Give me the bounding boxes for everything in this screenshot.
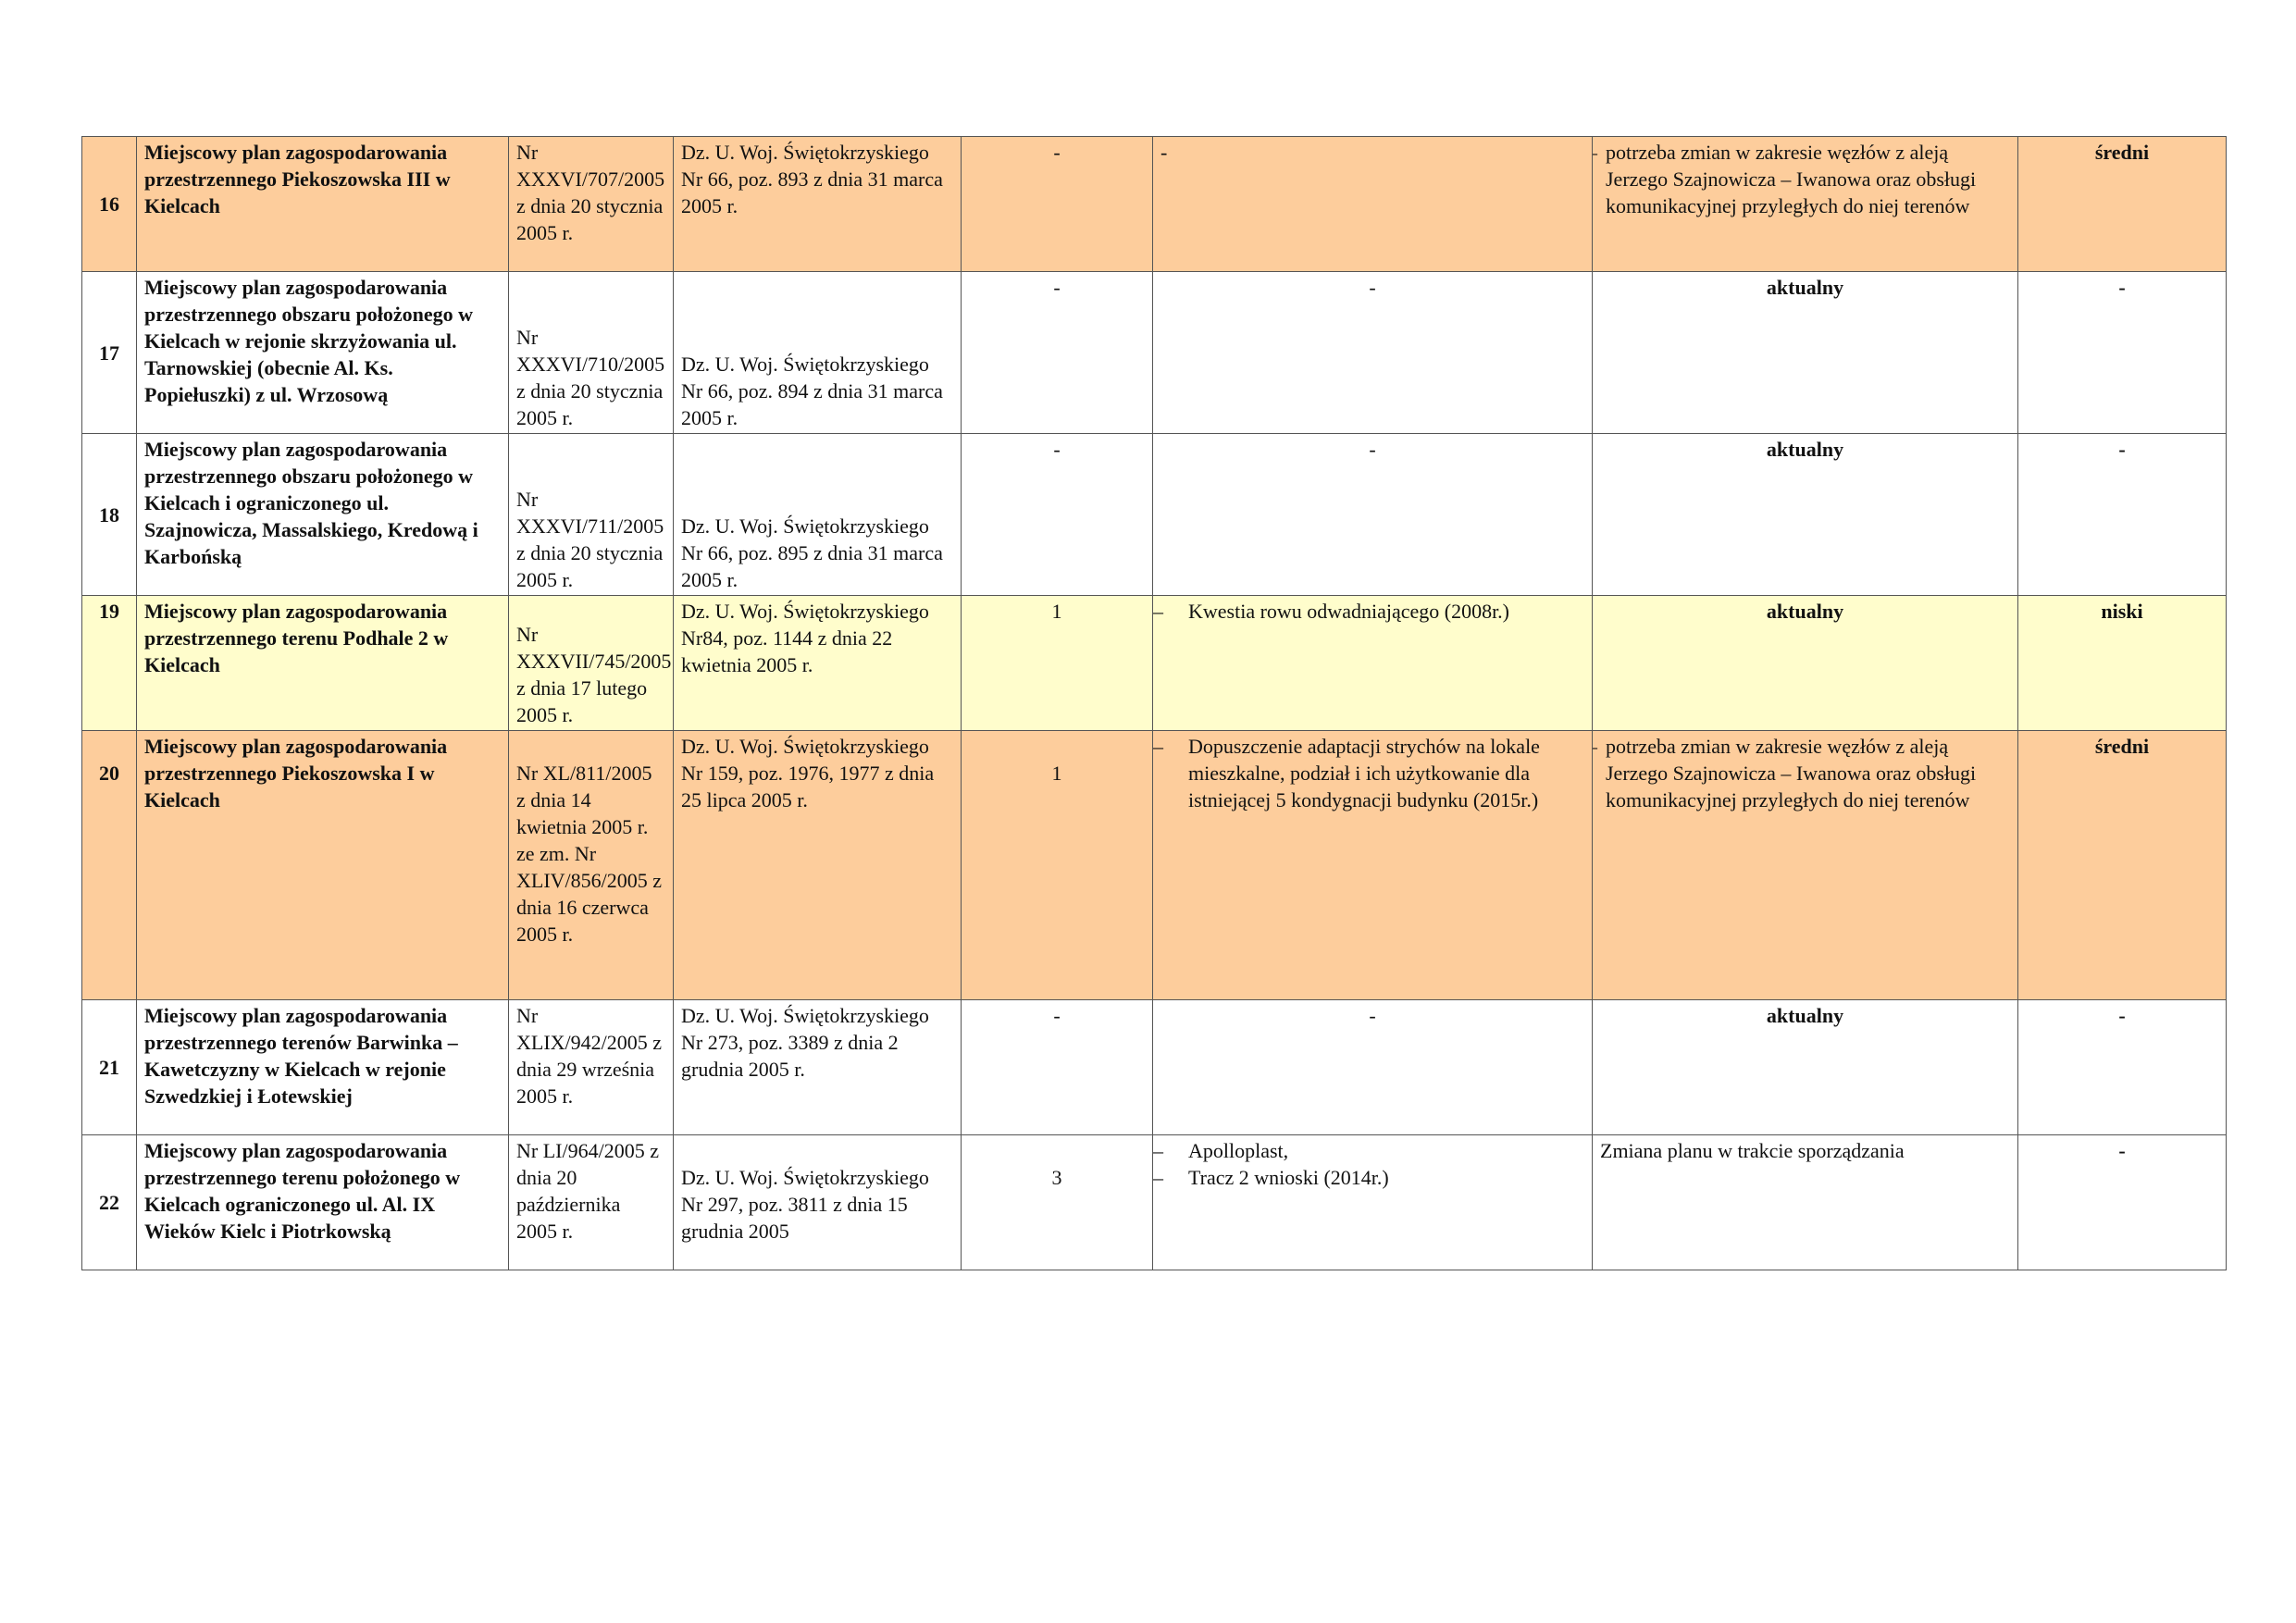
priority-cell: - — [2018, 434, 2227, 596]
applications-cell: - — [1153, 272, 1593, 434]
row-number: 20 — [82, 731, 137, 1000]
table-row — [82, 1135, 2227, 1270]
list-item: – Tracz 2 wnioski (2014r.) — [1160, 1164, 1584, 1191]
assessment-cell — [1593, 731, 2018, 1000]
list-item: – Dopuszczenie adaptacji strychów na lokale mieszkalne, podział i ich użytkowanie dla istniejącej 5 kondygnacji budynku (2015r.) — [1160, 733, 1584, 813]
row-number: 17 — [82, 272, 137, 434]
resolution-cell: Nr XLIX/942/2005 z dnia 29 września 2005 r. — [509, 1000, 674, 1135]
priority-cell: - — [2018, 272, 2227, 434]
applications-list — [1160, 598, 1584, 625]
priority-cell: - — [2018, 1000, 2227, 1135]
resolution-cell: Nr LI/964/2005 z dnia 20 października 2005 r. — [509, 1135, 674, 1270]
assessment-cell: Zmiana planu w trakcie sporządzania — [1593, 1135, 2018, 1270]
resolution-cell: Nr XXXVI/711/2005 z dnia 20 stycznia 2005 r. — [509, 434, 674, 596]
plan-name: Miejscowy plan zagospodarowania przestrzennego Piekoszowska I w Kielcach — [137, 731, 509, 1000]
journal-cell: Dz. U. Woj. Świętokrzyskiego Nr 66, poz. 894 z dnia 31 marca 2005 r. — [674, 272, 962, 434]
row-number: 18 — [82, 434, 137, 596]
application-count: 1 — [962, 596, 1153, 731]
table-row — [82, 272, 2227, 434]
resolution-cell: Nr XXXVII/745/2005 z dnia 17 lutego 2005 r. — [509, 596, 674, 731]
applications-cell: - — [1153, 137, 1593, 272]
journal-cell: Dz. U. Woj. Świętokrzyskiego Nr 66, poz. 893 z dnia 31 marca 2005 r. — [674, 137, 962, 272]
assessment-text: – potrzeba zmian w zakresie węzłów z aleją Jerzego Szajnowicza – Iwanowa oraz obsługi komunikacyjnej przyległych do niej terenów — [1600, 733, 2010, 813]
journal-cell: Dz. U. Woj. Świętokrzyskiego Nr84, poz. 1144 z dnia 22 kwietnia 2005 r. — [674, 596, 962, 731]
assessment-text: – potrzeba zmian w zakresie węzłów z aleją Jerzego Szajnowicza – Iwanowa oraz obsługi komunikacyjnej przyległych do niej terenów — [1600, 139, 2010, 219]
assessment-cell: aktualny — [1593, 434, 2018, 596]
application-count: - — [962, 272, 1153, 434]
row-number: 21 — [82, 1000, 137, 1135]
application-count: - — [962, 137, 1153, 272]
journal-cell: Dz. U. Woj. Świętokrzyskiego Nr 66, poz. 895 z dnia 31 marca 2005 r. — [674, 434, 962, 596]
table-row — [82, 434, 2227, 596]
row-number: 22 — [82, 1135, 137, 1270]
priority-cell: średni — [2018, 137, 2227, 272]
applications-cell — [1153, 596, 1593, 731]
applications-cell: - — [1153, 434, 1593, 596]
resolution-cell — [509, 731, 674, 1000]
priority-cell: - — [2018, 1135, 2227, 1270]
application-count — [962, 1135, 1153, 1270]
resolution-cell: Nr XXXVI/710/2005 z dnia 20 stycznia 2005 r. — [509, 272, 674, 434]
application-count: - — [962, 434, 1153, 596]
priority-cell: niski — [2018, 596, 2227, 731]
table-row — [82, 137, 2227, 272]
plan-name: Miejscowy plan zagospodarowania przestrzennego obszaru położonego w Kielcach w rejonie skrzyżowania ul. Tarnowskiej (obecnie Al. Ks. Popiełuszki) z ul. Wrzosową — [137, 272, 509, 434]
plans-table — [81, 136, 2227, 1270]
table-row — [82, 731, 2227, 1000]
count-text: 1 — [1051, 762, 1062, 785]
plan-name: Miejscowy plan zagospodarowania przestrzennego terenu Podhale 2 w Kielcach — [137, 596, 509, 731]
row-number: 16 — [82, 137, 137, 272]
plan-name: Miejscowy plan zagospodarowania przestrzennego Piekoszowska III w Kielcach — [137, 137, 509, 272]
applications-list — [1160, 1137, 1584, 1191]
application-count — [962, 731, 1153, 1000]
applications-cell — [1153, 731, 1593, 1000]
plan-name: Miejscowy plan zagospodarowania przestrzennego terenu położonego w Kielcach ograniczonego ul. Al. IX Wieków Kielc i Piotrkowską — [137, 1135, 509, 1270]
applications-cell: - — [1153, 1000, 1593, 1135]
applications-cell — [1153, 1135, 1593, 1270]
list-item: – Kwestia rowu odwadniającego (2008r.) — [1160, 598, 1584, 625]
assessment-cell: aktualny — [1593, 1000, 2018, 1135]
assessment-cell — [1593, 137, 2018, 272]
count-text: 3 — [1051, 1166, 1062, 1189]
journal-text: Dz. U. Woj. Świętokrzyskiego Nr 297, poz. 3811 z dnia 15 grudnia 2005 — [681, 1166, 929, 1243]
resolution-text: Nr XL/811/2005 z dnia 14 kwietnia 2005 r. ze zm. Nr XLIV/856/2005 z dnia 16 czerwca 2005 r. — [516, 762, 663, 946]
table-row — [82, 596, 2227, 731]
resolution-cell: Nr XXXVI/707/2005 z dnia 20 stycznia 2005 r. — [509, 137, 674, 272]
journal-cell: Dz. U. Woj. Świętokrzyskiego Nr 159, poz. 1976, 1977 z dnia 25 lipca 2005 r. — [674, 731, 962, 1000]
application-count: - — [962, 1000, 1153, 1135]
assessment-cell: aktualny — [1593, 596, 2018, 731]
row-number: 19 — [82, 596, 137, 731]
assessment-cell: aktualny — [1593, 272, 2018, 434]
priority-cell: średni — [2018, 731, 2227, 1000]
plan-name: Miejscowy plan zagospodarowania przestrzennego obszaru położonego w Kielcach i ograniczonego ul. Szajnowicza, Massalskiego, Kredową i Karbońską — [137, 434, 509, 596]
list-item: – Apolloplast, — [1160, 1137, 1584, 1164]
journal-cell — [674, 1135, 962, 1270]
applications-list — [1160, 733, 1584, 813]
table-row — [82, 1000, 2227, 1135]
journal-cell: Dz. U. Woj. Świętokrzyskiego Nr 273, poz. 3389 z dnia 2 grudnia 2005 r. — [674, 1000, 962, 1135]
plan-name: Miejscowy plan zagospodarowania przestrzennego terenów Barwinka – Kawetczyzny w Kielcach w rejonie Szwedzkiej i Łotewskiej — [137, 1000, 509, 1135]
